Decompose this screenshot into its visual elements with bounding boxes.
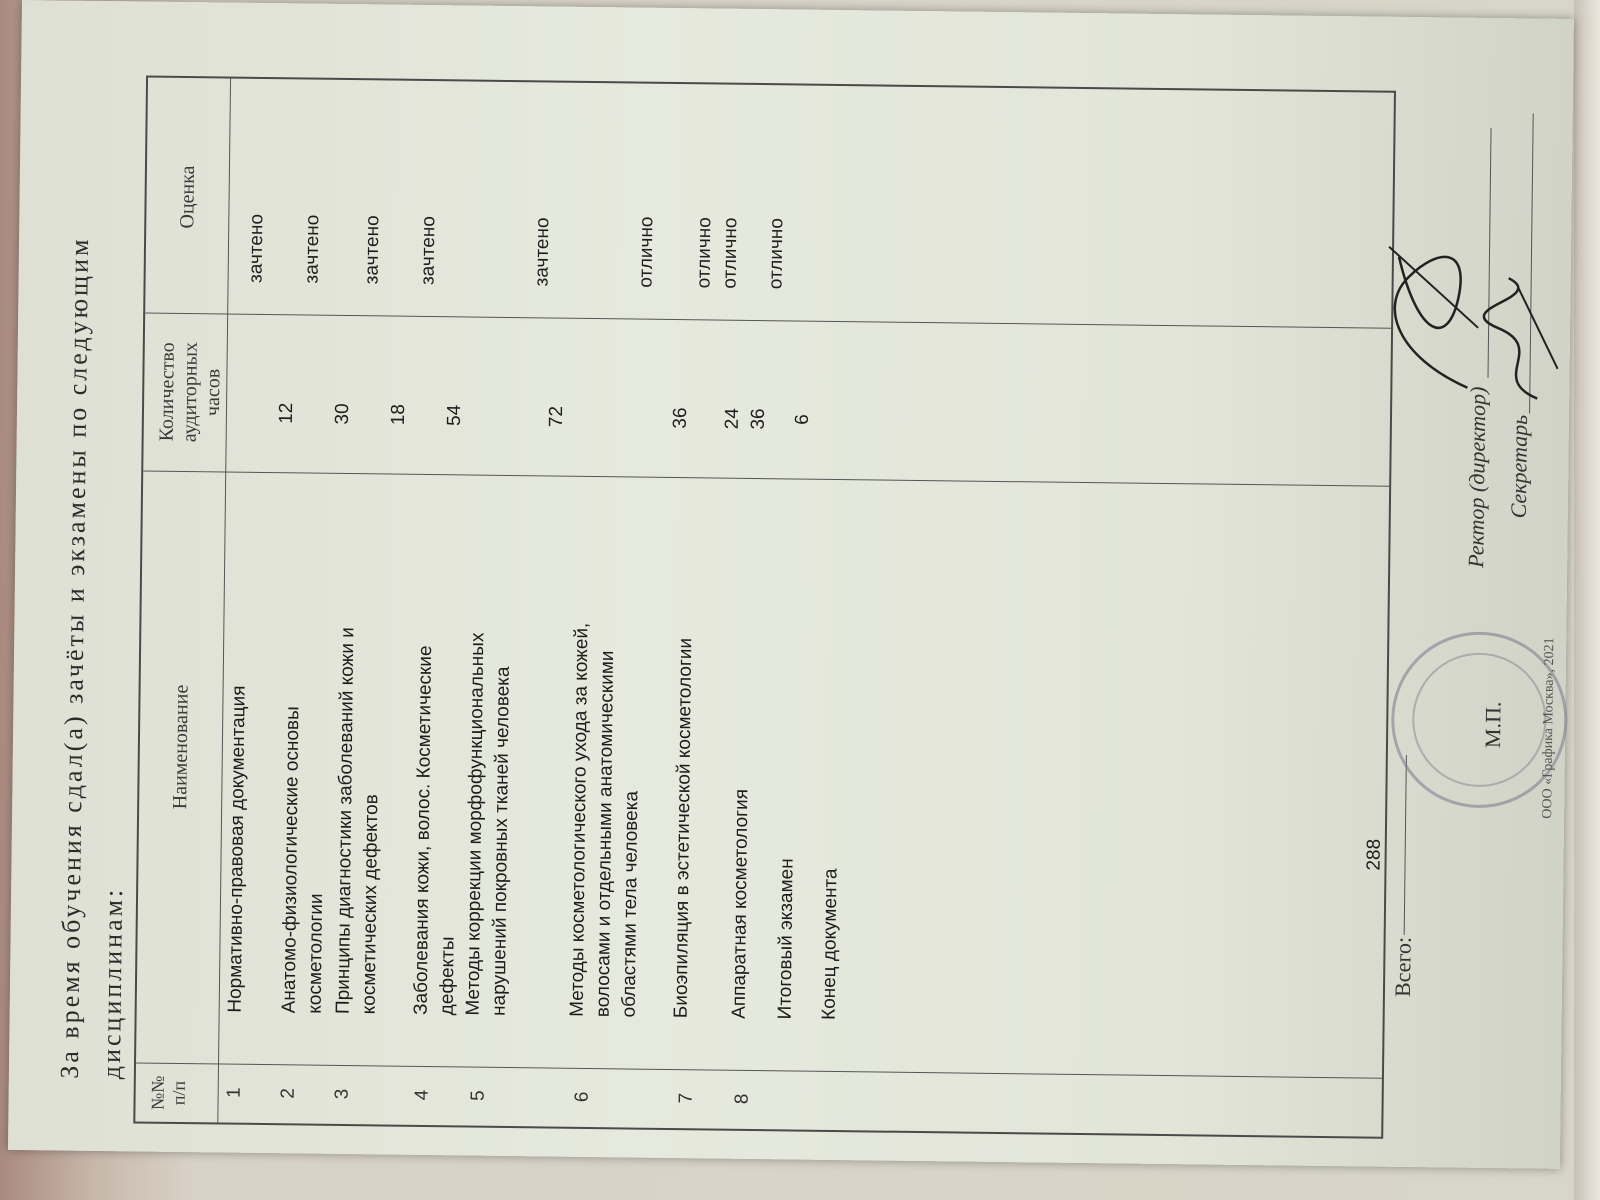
row-hours: 24: [721, 408, 744, 430]
column-divider: [136, 1062, 1382, 1078]
total-label: Всего:: [1389, 936, 1416, 998]
row-number: 1: [223, 1087, 245, 1099]
rector-label: Ректор (директор): [1463, 386, 1491, 568]
row-number: 7: [675, 1092, 697, 1104]
total-value: 288: [1363, 838, 1385, 871]
total-underline: [1404, 755, 1407, 935]
row-name: Заболевания кожи, волос. Косметические дефекты: [410, 645, 459, 1016]
row-grade: зачтено: [301, 214, 324, 284]
document-page: [8, 0, 1574, 1169]
header-name: Наименование: [169, 684, 193, 810]
secretary-label: Секретарь: [1505, 414, 1533, 519]
column-divider: [145, 313, 1391, 329]
row-number: 6: [571, 1091, 593, 1103]
column-divider: [143, 471, 1389, 487]
row-name: Методы коррекции морфофункциональных нарушений покровных тканей человека: [462, 632, 514, 1017]
row-hours: 36: [669, 407, 692, 429]
secretary-signature: [1477, 268, 1569, 409]
row-name: Принципы диагностики заболеваний кожи и косметических дефектов: [332, 627, 383, 1015]
row-grade: отлично: [765, 218, 788, 290]
rotated-content: [8, 0, 1574, 1169]
row-grade: отлично: [719, 217, 742, 289]
intro-text: [49, 18, 146, 1079]
header-num: №№ п/п: [147, 1075, 189, 1111]
row-grade: отлично: [693, 217, 716, 289]
printer-info: ООО «Графика Москва», 2021: [1540, 637, 1558, 819]
row-hours: 6: [791, 414, 813, 425]
intro-line-1: За время обучения сдал(а) зачёты и экзамены по следующим: [54, 236, 95, 1079]
row-name: Конец документа: [818, 868, 842, 1021]
row-name: Биоэпиляция в эстетической косметологии: [670, 637, 697, 1019]
grades-table: [133, 76, 1396, 1139]
row-name: Нормативно-правовая документация: [224, 685, 250, 1013]
row-grade: отлично: [635, 216, 658, 288]
stamp-place-label: М.П.: [1479, 701, 1506, 749]
row-hours: 12: [275, 402, 298, 424]
row-hours: 54: [443, 404, 466, 427]
row-grade: зачтено: [531, 217, 554, 287]
row-hours: 36: [747, 408, 770, 430]
row-number: 2: [277, 1087, 299, 1099]
row-grade: зачтено: [417, 215, 440, 286]
row-hours: 30: [331, 403, 354, 425]
row-hours: 72: [545, 405, 568, 428]
intro-line-2: дисциплинам:: [96, 886, 129, 1080]
row-name: Методы косметологического ухода за кожей, волосами и отдельными анатомическими областями тела человека: [566, 622, 643, 1018]
row-name: Аппаратная косметология: [728, 788, 753, 1019]
header-hours: Количество аудиторных часов: [155, 341, 225, 443]
rector-signature: [1377, 237, 1489, 398]
row-grade: зачтено: [245, 213, 268, 284]
row-number: 4: [411, 1089, 433, 1101]
row-grade: зачтено: [361, 215, 384, 285]
row-number: 5: [467, 1090, 489, 1102]
row-name: Итоговый экзамен: [774, 858, 798, 1020]
row-number: 3: [331, 1088, 353, 1100]
row-name: Анатомо-физиологические основы косметологии: [278, 706, 328, 1014]
paper-edge: [1574, 0, 1600, 1200]
row-hours: 18: [387, 403, 410, 426]
row-number: 8: [731, 1093, 753, 1105]
header-grade: Оценка: [176, 165, 199, 229]
